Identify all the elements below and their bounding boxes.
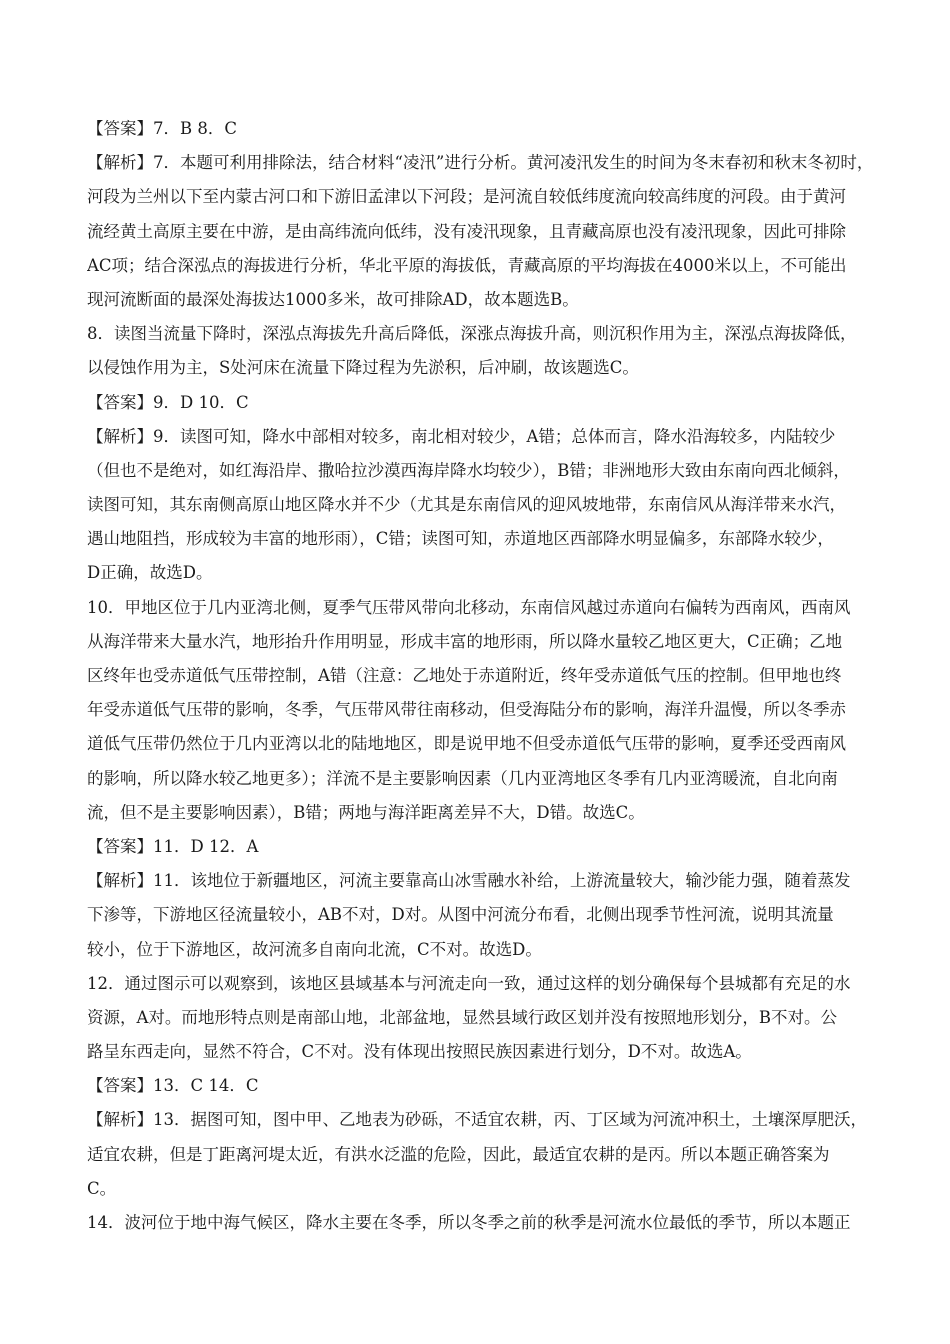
analysis-line: （但也不是绝对，如红海沿岸、撒哈拉沙漠西海岸降水均较少），B错；非洲地形大致由东南向西北倾斜， bbox=[87, 460, 850, 480]
analysis-line: 年受赤道低气压带的影响，冬季，气压带风带往南移动，但受海陆分布的影响，海洋升温慢，所以冬季赤 bbox=[87, 700, 846, 720]
analysis-line: 10．甲地区位于几内亚湾北侧，夏季气压带风带向北移动，东南信风越过赤道向右偏转为西南风，西南风 bbox=[87, 597, 851, 617]
analysis-line: 区终年也受赤道低气压带控制，A错（注意：乙地处于赤道附近，终年受赤道低气压的控制。但甲地也终 bbox=[87, 666, 842, 685]
analysis-line: 【解析】11．该地位于新疆地区，河流主要靠高山冰雪融水补给，上游流量较大，输沙能力强，随着蒸发 bbox=[87, 871, 851, 891]
analysis-line: 道低气压带仍然位于几内亚湾以北的陆地地区，即是说甲地不但受赤道低气压带的影响，夏季还受西南风 bbox=[87, 734, 846, 754]
analysis-line: 从海洋带来大量水汽，地形抬升作用明显，形成丰富的地形雨，所以降水量较乙地区更大，C正确；乙地 bbox=[87, 631, 843, 651]
answer-line-13-14: 【答案】13．C 14．C bbox=[87, 1076, 259, 1096]
analysis-line: 资源，A对。而地形特点则是南部山地，北部盆地，显然县域行政区划并没有按照地形划分，B不对。公 bbox=[87, 1007, 838, 1027]
analysis-line: 河段为兰州以下至内蒙古河口和下游旧孟津以下河段；是河流自较低纬度流向较高纬度的河段。由于黄河 bbox=[87, 187, 846, 207]
analysis-line: 流经黄土高原主要在中游，是由高纬流向低纬，没有凌汛现象，且青藏高原也没有凌汛现象，因此可排除 bbox=[87, 221, 846, 241]
analysis-line: 下渗等，下游地区径流量较小，AB不对，D对。从图中河流分布看，北侧出现季节性河流，说明其流量 bbox=[87, 905, 834, 925]
analysis-line: AC项；结合深泓点的海拔进行分析，华北平原的海拔低，青藏高原的平均海拔在4000米以上，不可能出 bbox=[87, 255, 847, 275]
analysis-line: 以侵蚀作用为主，S处河床在流量下降过程为先淤积，后冲刷，故该题选C。 bbox=[87, 358, 639, 378]
answer-line-7-8: 【答案】7．B 8．C bbox=[87, 119, 237, 138]
document-body bbox=[87, 112, 877, 1240]
analysis-line: 较小，位于下游地区，故河流多自南向北流，C不对。故选D。 bbox=[87, 939, 542, 959]
analysis-line: 现河流断面的最深处海拔达1000多米，故可排除AD，故本题选B。 bbox=[87, 289, 579, 309]
analysis-line: 读图可知，其东南侧高原山地区降水并不少（尤其是东南信风的迎风坡地带，东南信风从海洋带来水汽， bbox=[87, 495, 846, 515]
analysis-line: C。 bbox=[87, 1178, 117, 1198]
analysis-line: 8．读图当流量下降时，深泓点海拔先升高后降低，深涨点海拔升高，则沉积作用为主，深泓点海拔降低， bbox=[87, 324, 857, 344]
analysis-line: D正确，故选D。 bbox=[87, 563, 213, 583]
analysis-line: 【解析】13．据图可知，图中甲、乙地表为砂砾，不适宜农耕，丙、丁区域为河流冲积土，土壤深厚肥沃， bbox=[87, 1110, 867, 1130]
analysis-line: 流，但不是主要影响因素），B错；两地与海洋距离差异不大，D错。故选C。 bbox=[87, 802, 645, 822]
analysis-line: 的影响，所以降水较乙地更多）；洋流不是主要影响因素（几内亚湾地区冬季有几内亚湾暖流，自北向南 bbox=[87, 768, 838, 788]
analysis-line: 14．波河位于地中海气候区，降水主要在冬季，所以冬季之前的秋季是河流水位最低的季节，所以本题正 bbox=[87, 1213, 851, 1232]
analysis-line: 【解析】7．本题可利用排除法，结合材料“凌汛”进行分析。黄河凌汛发生的时间为冬末春初和秋末冬初时， bbox=[87, 153, 874, 173]
analysis-line: 12．通过图示可以观察到，该地区县域基本与河流走向一致，通过这样的划分确保每个县城都有充足的水 bbox=[87, 973, 851, 993]
answer-line-11-12: 【答案】11．D 12．A bbox=[87, 836, 259, 856]
analysis-line: 遇山地阻挡，形成较为丰富的地形雨），C错；读图可知，赤道地区西部降水明显偏多，东部降水较少， bbox=[87, 529, 834, 549]
answer-line-9-10: 【答案】9．D 10．C bbox=[87, 392, 249, 412]
analysis-line: 【解析】9．读图可知，降水中部相对较多，南北相对较少，A错；总体而言，降水沿海较多，内陆较少 bbox=[87, 426, 836, 446]
analysis-line: 路呈东西走向，显然不符合，C不对。没有体现出按照民族因素进行划分，D不对。故选A。 bbox=[87, 1042, 752, 1062]
analysis-line: 适宜农耕，但是丁距离河堤太近，有洪水泛滥的危险，因此，最适宜农耕的是丙。所以本题正确答案为 bbox=[87, 1144, 830, 1164]
